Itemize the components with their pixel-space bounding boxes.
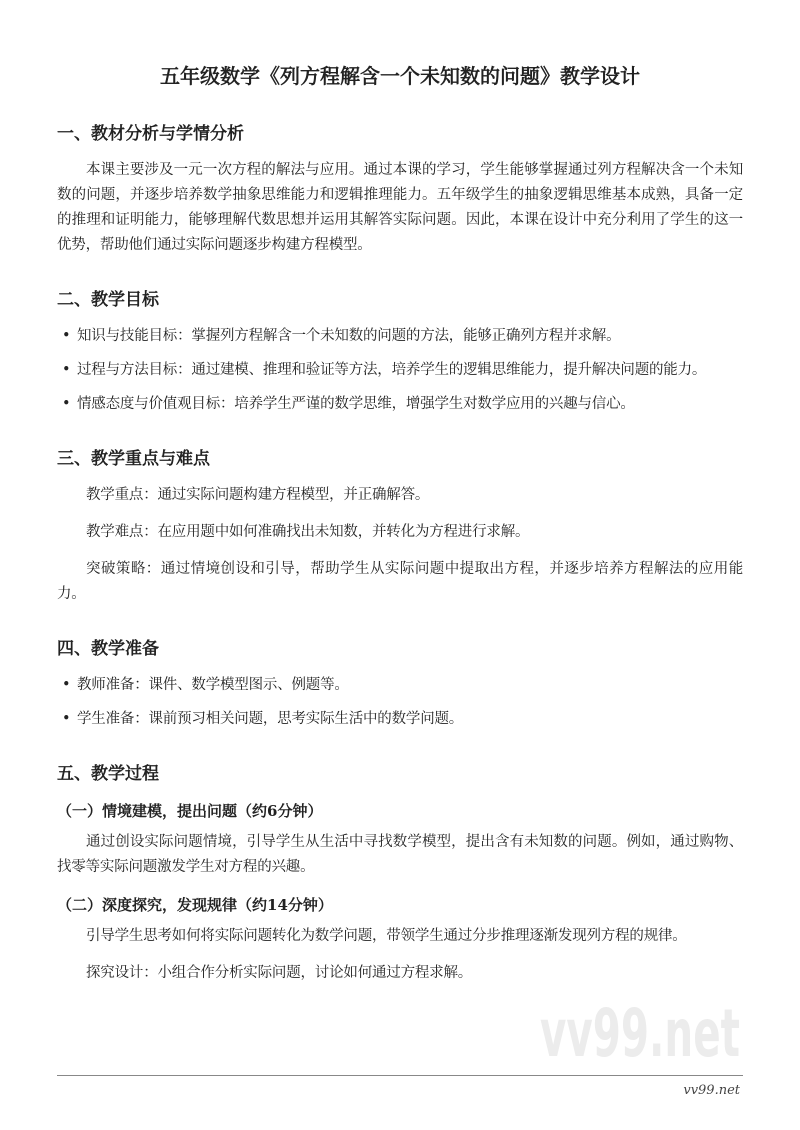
section-heading-2: 二、教学目标 — [57, 290, 159, 310]
bullet-icon: • — [62, 677, 71, 693]
section-3-paragraph: 教学难点：在应用题中如何准确找出未知数，并转化为方程进行求解。 — [86, 524, 530, 540]
watermark — [540, 1000, 740, 1062]
section-1-paragraph: 本课主要涉及一元一次方程的解法与应用。通过本课的学习，学生能够掌握通过列方程解决含一个未知数的问题，并逐步培养数学抽象思维能力和逻辑推理能力。五年级学生的抽象逻辑思维基本成熟，具备一定的推理和证明能力，能够理解代数思想并运用其解答实际问题。因此，本课在设计中充分利用了学生的这一优势，帮助他们通过实际问题逐步构建方程模型。 — [57, 162, 743, 253]
bullet-icon: • — [62, 362, 71, 378]
list-item-text: 过程与方法目标：通过建模、推理和验证等方法，培养学生的逻辑思维能力，提升解决问题的能力。 — [77, 362, 707, 378]
subsection-1-paragraph: 通过创设实际问题情境，引导学生从生活中寻找数学模型，提出含有未知数的问题。例如，通过购物、找零等实际问题激发学生对方程的兴趣。 — [57, 834, 743, 875]
section-heading-3: 三、教学重点与难点 — [57, 449, 210, 469]
list-item — [57, 673, 743, 698]
subsection-2-paragraph: 引导学生思考如何将实际问题转化为数学问题，带领学生通过分步推理逐渐发现列方程的规律。 — [86, 928, 687, 944]
section-heading-5: 五、教学过程 — [57, 764, 159, 784]
subsection-heading-1: （一）情境建模，提出问题（约6分钟） — [57, 802, 323, 820]
svg-text:vv99.net: vv99.net — [540, 1000, 740, 1062]
list-item — [57, 392, 743, 417]
section-heading-1: 一、教材分析与学情分析 — [57, 124, 244, 144]
subsection-heading-2: （二）深度探究，发现规律（约14分钟） — [57, 896, 333, 914]
footer-site: vv99.net — [683, 1083, 740, 1098]
bullet-icon: • — [62, 328, 71, 344]
bullet-icon: • — [62, 396, 71, 412]
document-title: 五年级数学《列方程解含一个未知数的问题》教学设计 — [160, 64, 640, 88]
list-item — [57, 358, 743, 383]
section-3-paragraph: 教学重点：通过实际问题构建方程模型，并正确解答。 — [86, 487, 430, 503]
list-item-text: 学生准备：课前预习相关问题，思考实际生活中的数学问题。 — [77, 711, 464, 727]
subsection-2-paragraph: 探究设计：小组合作分析实际问题，讨论如何通过方程求解。 — [86, 965, 473, 981]
section-3-paragraph: 突破策略：通过情境创设和引导，帮助学生从实际问题中提取出方程，并逐步培养方程解法的应用能力。 — [57, 561, 743, 602]
list-item — [57, 707, 743, 732]
list-item-text: 教师准备：课件、数学模型图示、例题等。 — [77, 677, 349, 693]
list-item — [57, 324, 743, 349]
section-heading-4: 四、教学准备 — [57, 639, 159, 659]
list-item-text: 情感态度与价值观目标：培养学生严谨的数学思维，增强学生对数学应用的兴趣与信心。 — [77, 396, 635, 412]
bullet-icon: • — [62, 711, 71, 727]
footer-divider — [57, 1075, 743, 1076]
list-item-text: 知识与技能目标：掌握列方程解含一个未知数的问题的方法，能够正确列方程并求解。 — [77, 328, 621, 344]
